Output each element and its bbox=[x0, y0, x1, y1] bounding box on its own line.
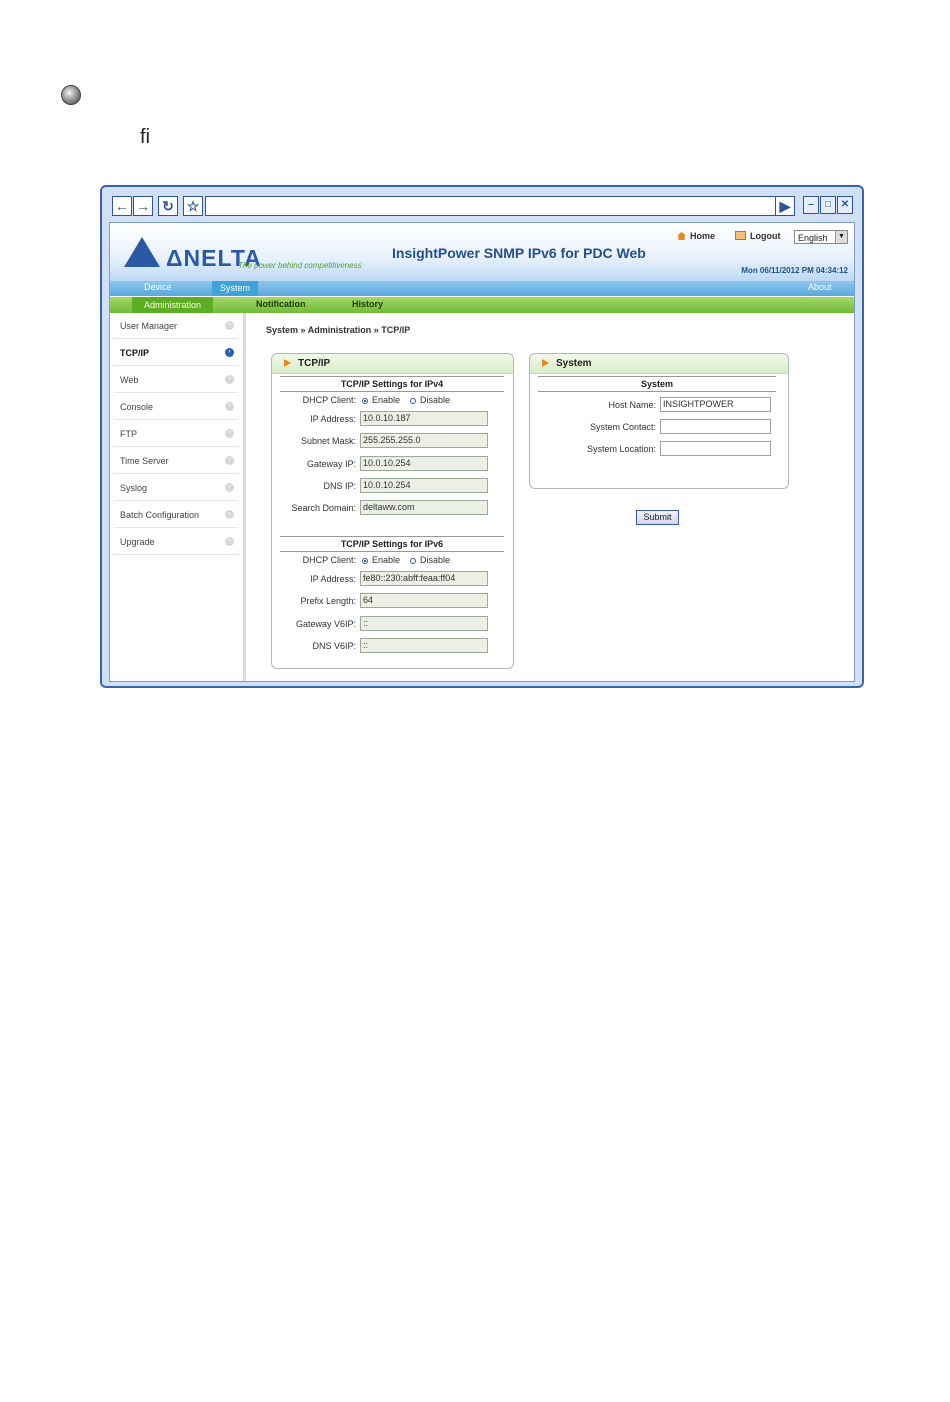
home-icon bbox=[677, 232, 686, 240]
refresh-icon[interactable]: ↻ bbox=[158, 196, 178, 216]
ipv4-dns-input[interactable]: 10.0.10.254 bbox=[360, 478, 488, 493]
app-header bbox=[110, 223, 854, 281]
ipv4-domain-label: Search Domain: bbox=[291, 503, 356, 513]
ipv4-ip-label: IP Address: bbox=[310, 414, 356, 424]
browser-toolbar bbox=[102, 187, 862, 221]
panel-title: TCP/IP bbox=[298, 358, 331, 369]
datetime: Mon 06/11/2012 PM 04:34:12 bbox=[741, 266, 848, 275]
ipv4-section-title: TCP/IP Settings for IPv4 bbox=[340, 379, 444, 389]
sidebar bbox=[110, 313, 246, 682]
language-select[interactable]: English ▼ bbox=[794, 230, 848, 244]
chevron-right-icon: › bbox=[225, 456, 234, 465]
logout-icon bbox=[735, 231, 746, 240]
ipv4-dhcp-label: DHCP Client: bbox=[302, 395, 356, 405]
logout-link[interactable]: Logout bbox=[735, 231, 781, 241]
ipv6-prefix-label: Prefix Length: bbox=[300, 596, 356, 606]
sidebar-item-syslog[interactable]: Syslog › bbox=[114, 475, 238, 501]
chevron-right-icon: › bbox=[225, 510, 234, 519]
ipv6-gateway-input[interactable]: :: bbox=[360, 616, 488, 631]
tab-notification[interactable]: Notification bbox=[256, 299, 306, 309]
tagline: The power behind competitiveness bbox=[238, 261, 362, 270]
minimize-icon[interactable]: – bbox=[803, 196, 819, 214]
triangle-icon bbox=[542, 359, 549, 367]
system-contact-input[interactable] bbox=[660, 419, 771, 434]
ipv4-dhcp-disable-radio[interactable]: Disable bbox=[410, 395, 450, 405]
chevron-right-icon: › bbox=[225, 429, 234, 438]
star-icon[interactable]: ☆ bbox=[183, 196, 203, 216]
sidebar-item-tcpip[interactable]: TCP/IP › bbox=[114, 340, 238, 366]
bullet-icon bbox=[61, 85, 81, 105]
chevron-right-icon: › bbox=[225, 483, 234, 492]
web-content bbox=[109, 222, 855, 682]
go-arrow-icon[interactable]: ▶ bbox=[775, 196, 795, 216]
breadcrumb: System » Administration » TCP/IP bbox=[266, 325, 411, 335]
system-contact-label: System Contact: bbox=[589, 422, 656, 432]
ipv6-ip-input[interactable]: fe80::230:abff:feaa:ff04 bbox=[360, 571, 488, 586]
sidebar-item-batch-configuration[interactable]: Batch Configuration › bbox=[114, 502, 238, 528]
ipv4-mask-input[interactable]: 255.255.255.0 bbox=[360, 433, 488, 448]
sidebar-item-user-manager[interactable]: User Manager › bbox=[114, 313, 238, 339]
maximize-icon[interactable]: □ bbox=[820, 196, 836, 214]
tcpip-panel bbox=[271, 353, 514, 669]
chevron-right-icon: › bbox=[225, 348, 234, 357]
panel-title: System bbox=[556, 358, 592, 369]
ipv4-gateway-label: Gateway IP: bbox=[306, 459, 356, 469]
browser-window bbox=[100, 185, 864, 688]
forward-arrow-icon[interactable]: → bbox=[133, 196, 153, 216]
chevron-right-icon: › bbox=[225, 321, 234, 330]
main-nav bbox=[110, 281, 854, 296]
ipv4-dhcp-enable-radio[interactable]: Enable bbox=[362, 395, 400, 405]
system-location-input[interactable] bbox=[660, 441, 771, 456]
ipv6-dns-label: DNS V6IP: bbox=[312, 641, 356, 651]
host-name-input[interactable]: INSIGHTPOWER bbox=[660, 397, 771, 412]
sidebar-item-time-server[interactable]: Time Server › bbox=[114, 448, 238, 474]
ipv6-dns-input[interactable]: :: bbox=[360, 638, 488, 653]
ipv4-ip-input[interactable]: 10.0.10.187 bbox=[360, 411, 488, 426]
address-bar[interactable] bbox=[205, 196, 795, 216]
ipv6-dhcp-enable-radio[interactable]: Enable bbox=[362, 555, 400, 565]
delta-logo-icon bbox=[124, 237, 160, 267]
sidebar-item-upgrade[interactable]: Upgrade › bbox=[114, 529, 238, 555]
system-section-title: System bbox=[640, 379, 674, 389]
ipv4-gateway-input[interactable]: 10.0.10.254 bbox=[360, 456, 488, 471]
system-panel bbox=[529, 353, 789, 489]
system-location-label: System Location: bbox=[586, 444, 656, 454]
ipv4-domain-input[interactable]: deltaww.com bbox=[360, 500, 488, 515]
chevron-right-icon: › bbox=[225, 537, 234, 546]
host-name-label: Host Name: bbox=[608, 400, 656, 410]
tab-history[interactable]: History bbox=[352, 299, 384, 309]
tab-system[interactable]: System bbox=[212, 281, 258, 296]
ipv4-mask-label: Subnet Mask: bbox=[300, 436, 356, 446]
triangle-icon bbox=[284, 359, 291, 367]
tab-administration[interactable]: Administration bbox=[132, 297, 213, 313]
ipv6-ip-label: IP Address: bbox=[310, 574, 356, 584]
back-arrow-icon[interactable]: ← bbox=[112, 196, 132, 216]
ipv6-prefix-input[interactable]: 64 bbox=[360, 593, 488, 608]
chevron-right-icon: › bbox=[225, 375, 234, 384]
close-icon[interactable]: ✕ bbox=[837, 196, 853, 214]
app-title: InsightPower SNMP IPv6 for PDC Web bbox=[392, 245, 646, 261]
submit-button[interactable]: Submit bbox=[636, 510, 679, 525]
tab-device[interactable]: Device bbox=[144, 282, 172, 292]
page-glyph: ﬁ bbox=[140, 126, 150, 148]
tab-about[interactable]: About bbox=[808, 282, 832, 292]
sidebar-item-console[interactable]: Console › bbox=[114, 394, 238, 420]
sidebar-item-ftp[interactable]: FTP › bbox=[114, 421, 238, 447]
ipv6-gateway-label: Gateway V6IP: bbox=[295, 619, 356, 629]
ipv6-section-title: TCP/IP Settings for IPv6 bbox=[340, 539, 444, 549]
chevron-down-icon[interactable]: ▼ bbox=[835, 231, 847, 243]
chevron-right-icon: › bbox=[225, 402, 234, 411]
sidebar-item-web[interactable]: Web › bbox=[114, 367, 238, 393]
sub-nav bbox=[110, 297, 854, 313]
ipv6-dhcp-label: DHCP Client: bbox=[302, 555, 356, 565]
ipv6-dhcp-disable-radio[interactable]: Disable bbox=[410, 555, 450, 565]
home-link[interactable]: Home bbox=[677, 231, 715, 241]
delta-logo: ΔNELTA bbox=[166, 245, 262, 271]
ipv4-dns-label: DNS IP: bbox=[323, 481, 356, 491]
